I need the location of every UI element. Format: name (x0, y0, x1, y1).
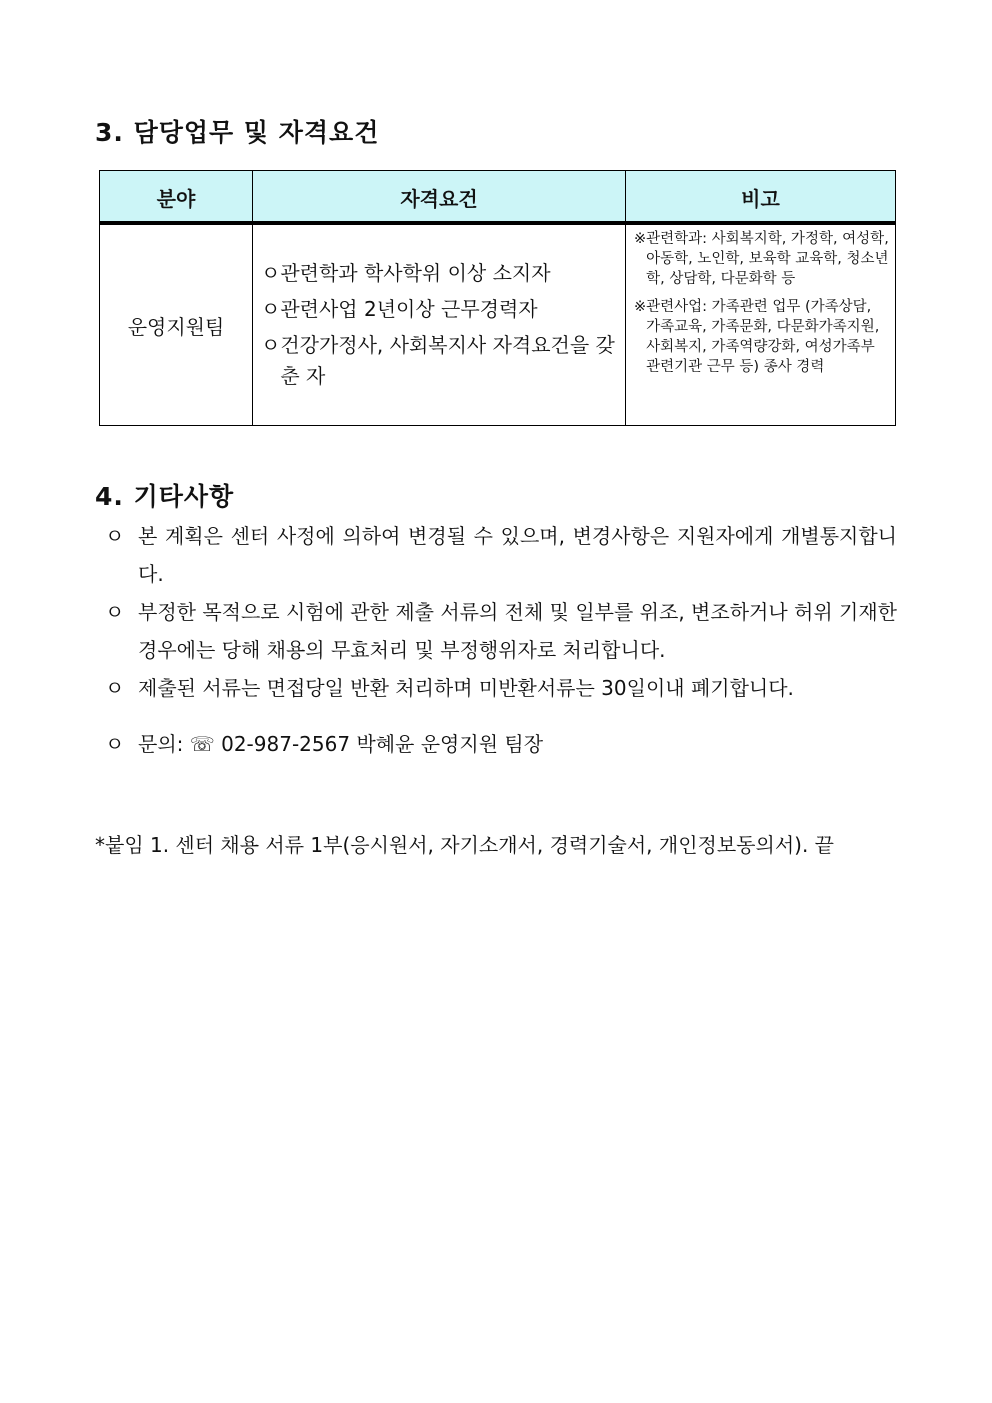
header-field: 분야 (100, 171, 253, 225)
requirement-item (261, 258, 621, 289)
requirement-item (261, 294, 621, 325)
list-item-text: 부정한 목적으로 시험에 관한 제출 서류의 전체 및 일부를 위조, 변조하거나 허위 기재한 경우에는 당해 채용의 무효처리 및 부정행위자로 처리합니다. (138, 600, 897, 662)
qualification-table (99, 170, 896, 426)
circle-bullet-icon: ㅇ (261, 261, 281, 285)
other-matters-list (105, 517, 897, 763)
contact-text: 문의: ☏ 02-987-2567 박혜윤 운영지원 팀장 (138, 732, 544, 756)
circle-bullet-icon: ㅇ (261, 333, 281, 357)
table-row (100, 225, 896, 426)
circle-bullet-icon: ㅇ (105, 732, 125, 756)
contact-item (105, 725, 897, 763)
circle-bullet-icon: ㅇ (261, 297, 281, 321)
circle-bullet-icon: ㅇ (105, 676, 125, 700)
section-3-title: 3. 담당업무 및 자격요건 (95, 118, 380, 147)
reference-mark-icon: ※ (634, 299, 647, 315)
remark-text: 관련사업: 가족관련 업무 (가족상담, 가족교육, 가족문화, 다문화가족지원, 사회복지, 가족역량강화, 여성가족부 관련기관 근무 등) 종사 경력 (646, 299, 880, 375)
list-item (105, 593, 897, 669)
remark-item (634, 229, 889, 289)
header-remarks: 비고 (626, 171, 896, 225)
remark-item (634, 297, 889, 377)
circle-bullet-icon: ㅇ (105, 524, 125, 548)
circle-bullet-icon: ㅇ (105, 600, 125, 624)
list-item-text: 본 계획은 센터 사정에 의하여 변경될 수 있으며, 변경사항은 지원자에게 개별통지합니다. (138, 524, 897, 586)
field-cell: 운영지원팀 (100, 225, 253, 426)
requirement-text: 건강가정사, 사회복지사 자격요건을 갖춘 자 (280, 333, 615, 388)
table-header-row (100, 171, 896, 225)
header-requirements: 자격요건 (253, 171, 626, 225)
requirement-text: 관련학과 학사학위 이상 소지자 (280, 261, 551, 285)
remark-text: 관련학과: 사회복지학, 가정학, 여성학, 아동학, 노인학, 보육학 교육학, 청소년학, 상담학, 다문화학 등 (646, 231, 889, 287)
attachment-note: *붙임 1. 센터 채용 서류 1부(응시원서, 자기소개서, 경력기술서, 개인정보동의서). 끝 (95, 833, 834, 857)
list-item-text: 제출된 서류는 면접당일 반환 처리하며 미반환서류는 30일이내 폐기합니다. (138, 676, 794, 700)
requirements-cell (253, 225, 626, 426)
remarks-cell (626, 225, 896, 426)
reference-mark-icon: ※ (634, 231, 647, 247)
requirement-item (261, 330, 621, 392)
requirement-text: 관련사업 2년이상 근무경력자 (280, 297, 538, 321)
list-item (105, 669, 897, 707)
list-item (105, 517, 897, 593)
section-4-title: 4. 기타사항 (95, 482, 235, 511)
